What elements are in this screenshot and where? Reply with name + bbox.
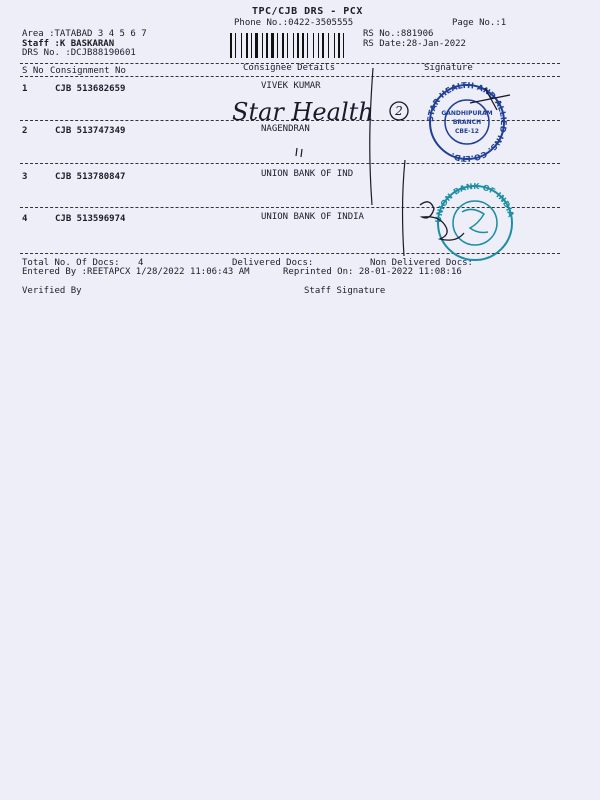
- star-health-stamp: [426, 81, 508, 163]
- row-consignment: CJB 513682659: [55, 84, 126, 94]
- star-stamp-center-1: GANDHIPURAM: [441, 110, 493, 117]
- signature-circled-number: 2: [395, 104, 403, 118]
- row-sno: 3: [22, 172, 28, 182]
- col-header-consignment: Consignment No: [50, 66, 126, 76]
- rs-number: RS No.:881906: [363, 29, 434, 39]
- phone-number: Phone No.:0422-3505555: [234, 18, 354, 28]
- star-stamp-center-2: BRANCH: [452, 119, 482, 126]
- row-sno: 2: [22, 126, 28, 136]
- page-number: Page No.:1: [452, 18, 507, 28]
- pen-stroke: [370, 68, 373, 205]
- col-header-sno: S No: [22, 66, 44, 76]
- col-header-signature: Signature: [424, 63, 473, 73]
- union-stamp-ring-text: UNION BANK OF INDIA: [433, 181, 516, 224]
- delivered-docs-label: Delivered Docs:: [232, 258, 314, 268]
- col-header-consignee: Consignee Details: [243, 63, 336, 73]
- total-docs-value: 4: [138, 258, 144, 268]
- non-delivered-docs-label: Non Delivered Docs:: [370, 258, 473, 268]
- pen-stroke: [403, 160, 405, 256]
- star-stamp-ring-text: STAR HEALTH AND ALLIED INS. CO.LTD.: [425, 80, 509, 164]
- row-consignee: UNION BANK OF IND: [261, 169, 354, 179]
- pen-stroke: [296, 148, 302, 157]
- row-consignment: CJB 513596974: [55, 214, 126, 224]
- rs-date: RS Date:28-Jan-2022: [363, 39, 466, 49]
- row-consignment: CJB 513780847: [55, 172, 126, 182]
- total-docs-label: Total No. Of Docs:: [22, 258, 120, 268]
- area-label: Area :TATABAD 3 4 5 6 7: [22, 29, 147, 39]
- signature-text: Star Health: [232, 98, 374, 126]
- union-bank-stamp: [434, 182, 516, 260]
- row-consignee: NAGENDRAN: [261, 124, 310, 134]
- row-sno: 1: [22, 84, 28, 94]
- entered-by: Entered By :REETAPCX 1/28/2022 11:06:43 AM: [22, 267, 250, 277]
- row-consignment: CJB 513747349: [55, 126, 126, 136]
- drs-number: DRS No. :DCJB88190601: [22, 48, 136, 58]
- row-consignee: UNION BANK OF INDIA: [261, 212, 364, 222]
- verified-by-label: Verified By: [22, 286, 82, 296]
- report-title: TPC/CJB DRS - PCX: [252, 6, 363, 17]
- staff-label: Staff :K BASKARAN: [22, 39, 115, 49]
- staff-signature-label: Staff Signature: [304, 286, 386, 296]
- row-consignee: VIVEK KUMAR: [261, 81, 321, 91]
- row-sno: 4: [22, 214, 28, 224]
- star-stamp-center-3: CBE-12: [455, 128, 479, 135]
- reprinted-on: Reprinted On: 28-01-2022 11:08:16: [283, 267, 462, 277]
